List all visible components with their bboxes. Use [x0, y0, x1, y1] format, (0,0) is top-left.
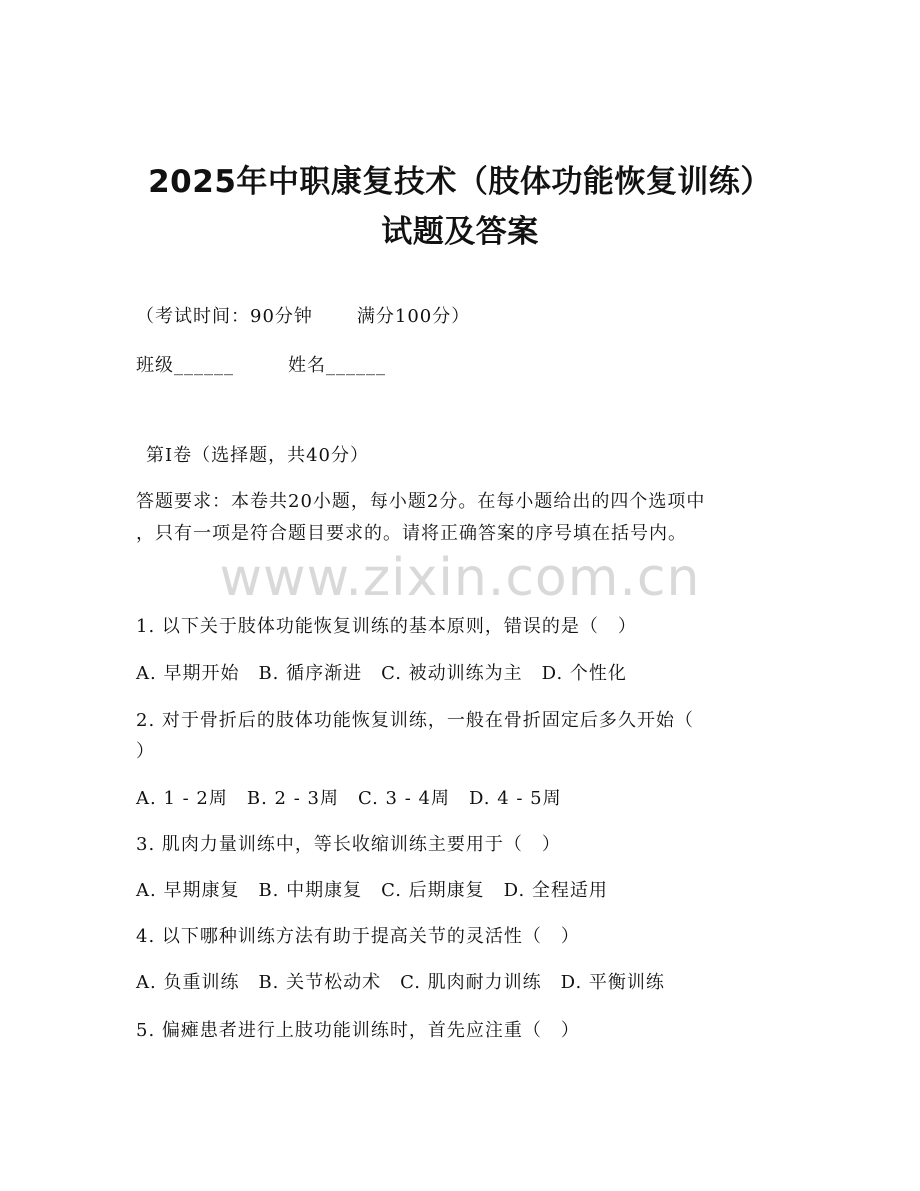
document-title-line2: 试题及答案 [381, 214, 539, 250]
question-1-stem: 1. 以下关于肢体功能恢复训练的基本原则，错误的是（ ） [136, 616, 637, 637]
section-title: 第Ⅰ卷（选择题，共40分） [146, 445, 370, 466]
instructions-line2: ，只有一项是符合题目要求的。请将正确答案的序号填在括号内。 [136, 523, 687, 544]
document-title-line1: 2025年中职康复技术（肢体功能恢复训练） [148, 164, 772, 200]
question-4-options: A. 负重训练 B. 关节松动术 C. 肌肉耐力训练 D. 平衡训练 [136, 972, 665, 993]
exam-score: 满分100分） [356, 306, 471, 327]
instructions-line1: 答题要求：本卷共20小题，每小题2分。在每小题给出的四个选项中 [136, 491, 706, 512]
question-2-options: A. 1 - 2周 B. 2 - 3周 C. 3 - 4周 D. 4 - 5周 [136, 788, 562, 809]
watermark: www.zixin.com.cn [219, 548, 701, 608]
exam-time: （考试时间：90分钟 [136, 306, 313, 327]
question-5-stem: 5. 偏瘫患者进行上肢功能训练时，首先应注重（ ） [136, 1020, 580, 1041]
question-1-options: A. 早期开始 B. 循序渐进 C. 被动训练为主 D. 个性化 [136, 663, 627, 684]
student-info [136, 351, 386, 377]
class-label: 班级______ [136, 355, 234, 376]
question-3-stem: 3. 肌肉力量训练中，等长收缩训练主要用于（ ） [136, 834, 561, 855]
exam-info [136, 302, 470, 328]
question-3-options: A. 早期康复 B. 中期康复 C. 后期康复 D. 全程适用 [136, 880, 608, 901]
question-4-stem: 4. 以下哪种训练方法有助于提高关节的灵活性（ ） [136, 926, 580, 947]
question-2-stem-cont: ） [136, 741, 155, 762]
question-2-stem: 2. 对于骨折后的肢体功能恢复训练，一般在骨折固定后多久开始（ [136, 710, 694, 731]
name-label: 姓名______ [288, 355, 386, 376]
